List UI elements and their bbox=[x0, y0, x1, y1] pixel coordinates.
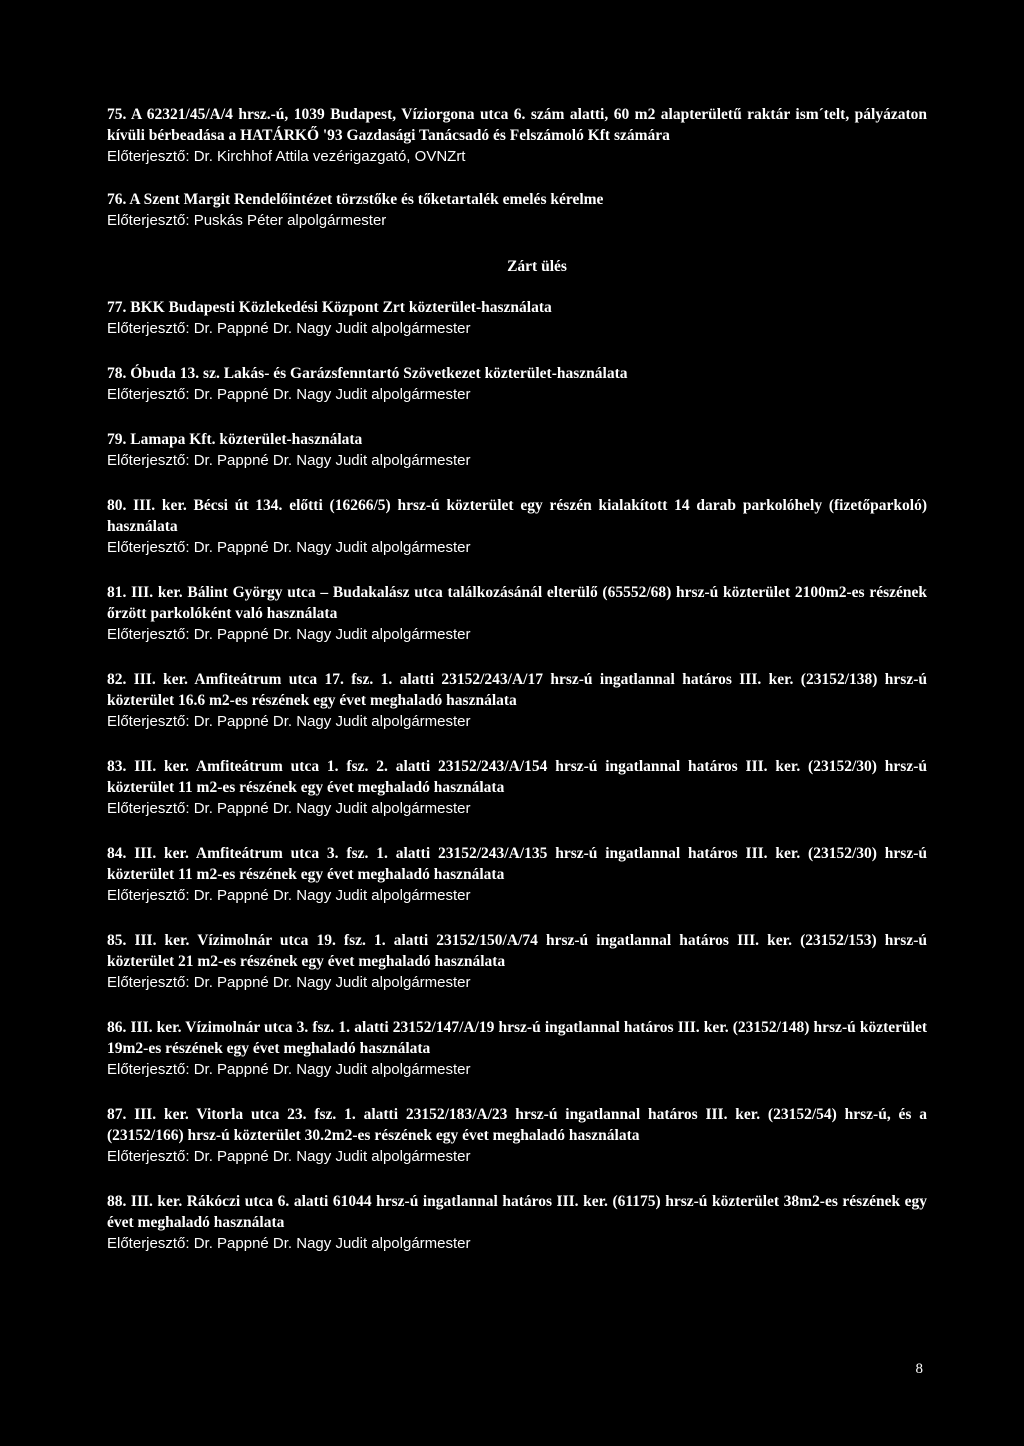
agenda-item-78 bbox=[107, 363, 927, 406]
agenda-item-presenter: Előterjesztő: Dr. Pappné Dr. Nagy Judit alpolgármester bbox=[107, 974, 471, 991]
agenda-item-presenter: Előterjesztő: Dr. Pappné Dr. Nagy Judit alpolgármester bbox=[107, 1235, 471, 1252]
agenda-item-title: 78. Óbuda 13. sz. Lakás- és Garázsfenntartó Szövetkezet közterület-használata bbox=[107, 365, 628, 382]
agenda-item-title: 83. III. ker. Amfiteátrum utca 1. fsz. 2. alatti 23152/243/A/154 hrsz-ú ingatlannal határos III. ker. (23152/30) hrsz-ú közterület 11 m2-es részének egy évet meghaladó használata bbox=[107, 758, 927, 796]
agenda-item-81 bbox=[107, 582, 927, 646]
agenda-item-77 bbox=[107, 297, 927, 340]
document-page bbox=[107, 104, 927, 1255]
agenda-item-title: 81. III. ker. Bálint György utca – Budakalász utca találkozásánál elterülő (65552/68) hrsz-ú közterület 2100m2-es részének őrzött parkolóként való használata bbox=[107, 584, 927, 622]
agenda-item-title: 76. A Szent Margit Rendelőintézet törzstőke és tőketartalék emelés kérelme bbox=[107, 191, 604, 208]
page-number: 8 bbox=[915, 1361, 923, 1377]
agenda-item-88 bbox=[107, 1191, 927, 1255]
agenda-item-86 bbox=[107, 1017, 927, 1081]
agenda-item-title: 88. III. ker. Rákóczi utca 6. alatti 61044 hrsz-ú ingatlannal határos III. ker. (61175) hrsz-ú közterület 38m2-es részének egy évet meghaladó használata bbox=[107, 1193, 927, 1231]
agenda-item-title: 82. III. ker. Amfiteátrum utca 17. fsz. 1. alatti 23152/243/A/17 hrsz-ú ingatlannal határos III. ker. (23152/138) hrsz-ú közterület 16.6 m2-es részének egy évet meghaladó használata bbox=[107, 671, 927, 709]
agenda-item-title: 85. III. ker. Vízimolnár utca 19. fsz. 1. alatti 23152/150/A/74 hrsz-ú ingatlannal határos III. ker. (23152/153) hrsz-ú közterület 21 m2-es részének egy évet meghaladó használata bbox=[107, 932, 927, 970]
agenda-item-title: 84. III. ker. Amfiteátrum utca 3. fsz. 1. alatti 23152/243/A/135 hrsz-ú ingatlannal határos III. ker. (23152/30) hrsz-ú közterület 11 m2-es részének egy évet meghaladó használata bbox=[107, 845, 927, 883]
agenda-item-presenter: Előterjesztő: Dr. Pappné Dr. Nagy Judit alpolgármester bbox=[107, 626, 471, 643]
agenda-item-title: 87. III. ker. Vitorla utca 23. fsz. 1. alatti 23152/183/A/23 hrsz-ú ingatlannal határos III. ker. (23152/54) hrsz-ú, és a (23152/166) hrsz-ú közterület 30.2m2-es részének egy évet meghaladó használata bbox=[107, 1106, 927, 1144]
agenda-item-76 bbox=[107, 189, 927, 232]
agenda-item-presenter: Előterjesztő: Dr. Pappné Dr. Nagy Judit alpolgármester bbox=[107, 713, 471, 730]
agenda-item-presenter: Előterjesztő: Dr. Kirchhof Attila vezérigazgató, OVNZrt bbox=[107, 148, 466, 165]
agenda-item-title: 75. A 62321/45/A/4 hrsz.-ú, 1039 Budapest, Víziorgona utca 6. szám alatti, 60 m2 alapterületű raktár ism´telt, pályázaton kívüli bérbeadása a HATÁRKŐ '93 Gazdasági Tanácsadó és Felszámoló Kft számára bbox=[107, 106, 927, 144]
closed-session-heading: Zárt ülés bbox=[507, 258, 567, 275]
agenda-item-83 bbox=[107, 756, 927, 820]
agenda-item-presenter: Előterjesztő: Dr. Pappné Dr. Nagy Judit alpolgármester bbox=[107, 1148, 471, 1165]
agenda-item-presenter: Előterjesztő: Dr. Pappné Dr. Nagy Judit alpolgármester bbox=[107, 1061, 471, 1078]
agenda-item-82 bbox=[107, 669, 927, 733]
agenda-item-title: 79. Lamapa Kft. közterület-használata bbox=[107, 431, 363, 448]
agenda-item-84 bbox=[107, 843, 927, 907]
agenda-item-80 bbox=[107, 495, 927, 559]
agenda-item-presenter: Előterjesztő: Dr. Pappné Dr. Nagy Judit alpolgármester bbox=[107, 800, 471, 817]
agenda-item-presenter: Előterjesztő: Dr. Pappné Dr. Nagy Judit alpolgármester bbox=[107, 386, 471, 403]
agenda-item-85 bbox=[107, 930, 927, 994]
agenda-item-presenter: Előterjesztő: Dr. Pappné Dr. Nagy Judit alpolgármester bbox=[107, 887, 471, 904]
agenda-item-presenter: Előterjesztő: Dr. Pappné Dr. Nagy Judit alpolgármester bbox=[107, 539, 471, 556]
agenda-item-title: 80. III. ker. Bécsi út 134. előtti (16266/5) hrsz-ú közterület egy részén kialakított 14 darab parkolóhely (fizetőparkoló) használata bbox=[107, 497, 927, 535]
agenda-item-79 bbox=[107, 429, 927, 472]
agenda-item-title: 77. BKK Budapesti Közlekedési Központ Zrt közterület-használata bbox=[107, 299, 552, 316]
agenda-item-75 bbox=[107, 104, 927, 168]
agenda-item-87 bbox=[107, 1104, 927, 1168]
agenda-item-title: 86. III. ker. Vízimolnár utca 3. fsz. 1. alatti 23152/147/A/19 hrsz-ú ingatlannal határos III. ker. (23152/148) hrsz-ú közterület 19m2-es részének egy évet meghaladó használata bbox=[107, 1019, 927, 1057]
agenda-item-presenter: Előterjesztő: Puskás Péter alpolgármester bbox=[107, 212, 387, 229]
agenda-item-presenter: Előterjesztő: Dr. Pappné Dr. Nagy Judit alpolgármester bbox=[107, 452, 471, 469]
agenda-item-presenter: Előterjesztő: Dr. Pappné Dr. Nagy Judit alpolgármester bbox=[107, 320, 471, 337]
